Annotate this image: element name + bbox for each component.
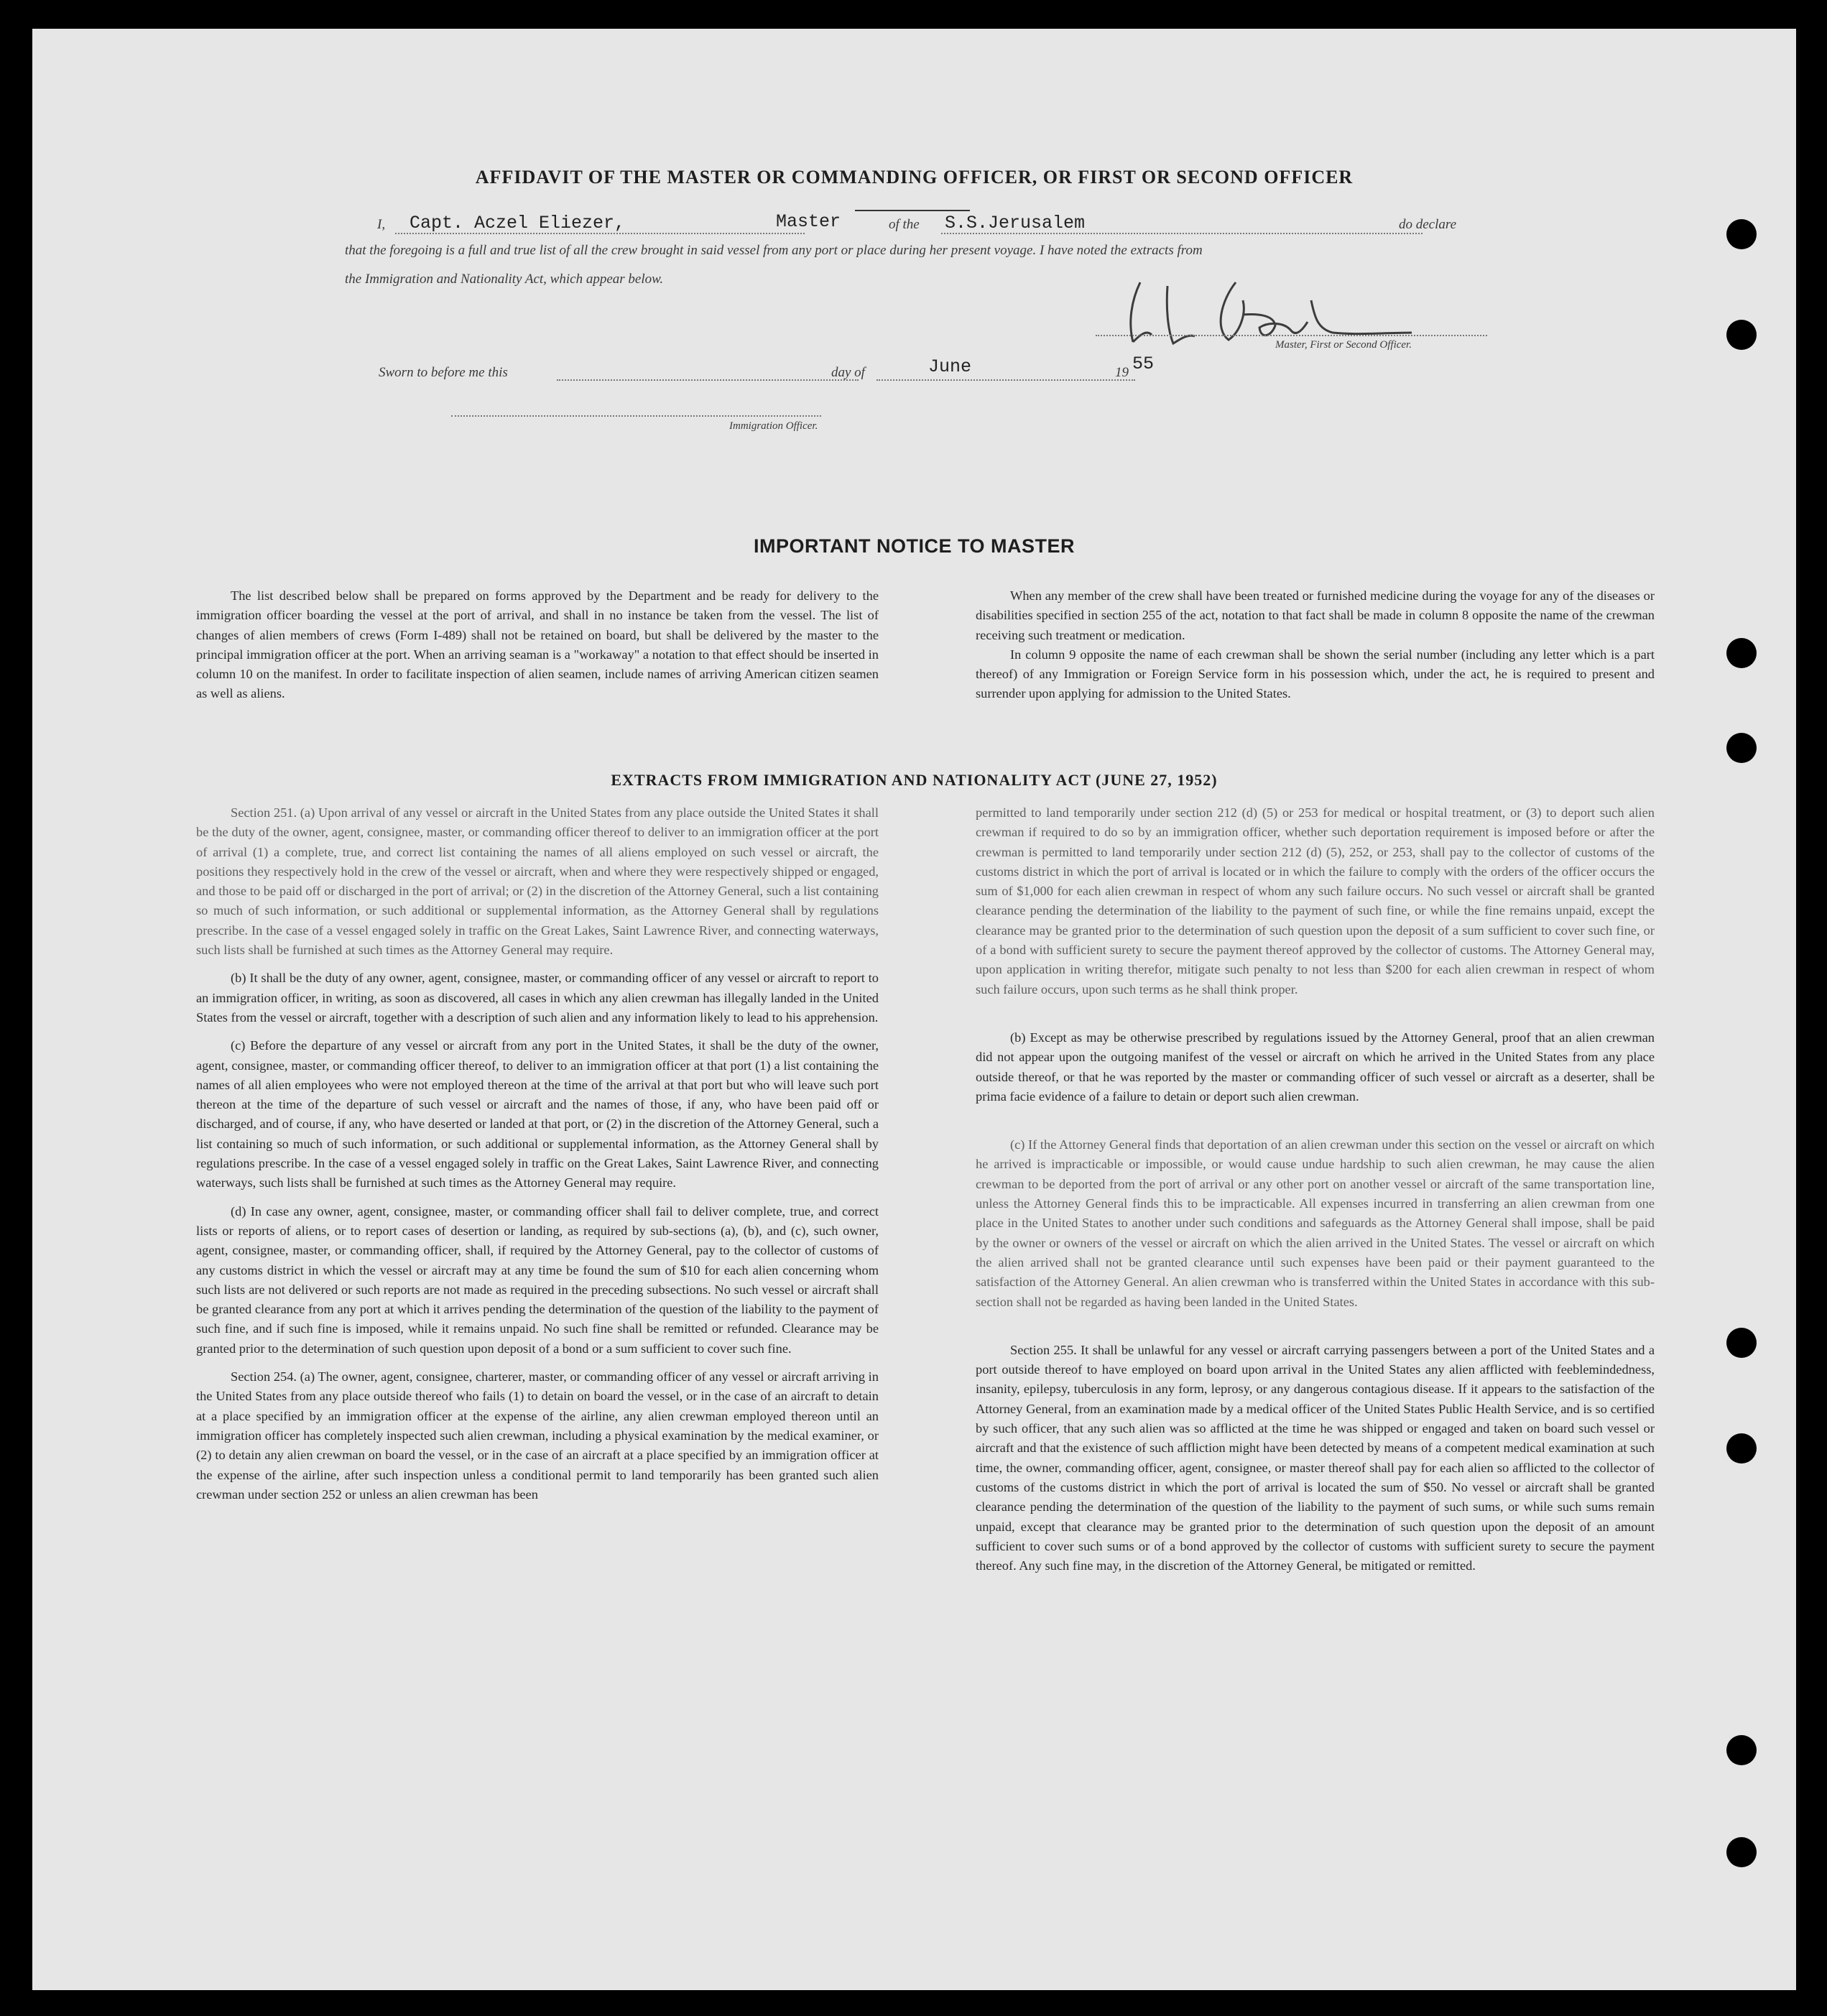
notice-left-text: The list described below shall be prepared on forms approved by the Department and be ready for delivery to the immigration officer boarding the vessel at the port of arrival, and shall in no instance be taken from the vessel. The list of changes of alien members of crews (Form I-489) shall not be retained on board, but shall be delivered by the master to the principal immigration officer at the port. When an arriving seaman is a "workaway" a notation to that effect should be inserted in column 10 on the manifest. In order to facilitate inspection of alien seamen, include names of arriving American citizen seamen as well as aliens. bbox=[196, 588, 879, 701]
month-field: June bbox=[928, 356, 972, 377]
binder-hole bbox=[1726, 320, 1757, 350]
rank-field: Master bbox=[776, 211, 841, 232]
binder-hole bbox=[1726, 1837, 1757, 1867]
binder-hole bbox=[1726, 638, 1757, 668]
binder-hole bbox=[1726, 219, 1757, 249]
of-the-label: of the bbox=[889, 217, 920, 232]
section-254-b: (b) Except as may be otherwise prescribed by regulations issued by the Attorney General, proof that an alien crewman did not appear upon the outgoing manifest of the vessel or aircraft on which he arrived in the United States from any place outside thereof, or that he was reported by the master or commanding officer of such vessel or aircraft as a deserter, shall be prima facie evidence of a failure to detain or deport such alien crewman. bbox=[976, 1030, 1655, 1104]
title-rule bbox=[855, 210, 970, 211]
signature-line bbox=[1096, 335, 1487, 336]
extracts-left-column bbox=[196, 803, 879, 1504]
section-254-a-continued: permitted to land temporarily under section 212 (d) (5) or 253 for medical or hospital treatment, or (3) to deport such alien crewman if required to do so by an immigration officer, whether such deportation requirement is imposed before or after the crewman is permitted to land temporarily under section 212 (d) (5), 252, or 253, shall pay to the collector of customs of the customs district in which the port of arrival is located or in which the failure to comply with the orders of the officer occurs the sum of $1,000 for each alien crewman in respect of whom any such failure occurs. No such vessel or aircraft shall be granted clearance pending the determination of the liability to the payment of such fine, or while the fine remains unpaid, except the clearance may be granted prior to the determination of such question upon the deposit of a sum sufficient to cover such fine, or of a bond with sufficient surety to secure the payment thereof approved by the collector of customs. The Attorney General may, upon application in writing therefor, mitigate such penalty to not less than $200 for each alien crewman in respect of whom such failure occurs, upon such terms as he shall think proper. bbox=[976, 805, 1655, 997]
i-label: I, bbox=[377, 217, 386, 232]
section-254-a: Section 254. (a) The owner, agent, consignee, charterer, master, or commanding officer of any vessel or aircraft arriving in the United States from any place outside thereof who fails (1) to detain on board the vessel, or in the case of an aircraft to detain at a place specified by an immigration officer at the expense of the airline, any alien crewman employed thereon until an immigration officer has completely inspected such alien crewman, including a physical examination by the medical examiner, or (2) to detain any alien crewman on board the vessel, or in the case of an aircraft at a place specified by an immigration officer at the expense of the airline, after such inspection unless a conditional permit to land temporarily has been granted such alien crewman under section 252 or unless an alien crewman has been bbox=[196, 1369, 879, 1502]
binder-hole bbox=[1726, 1735, 1757, 1765]
section-251-c: (c) Before the departure of any vessel or aircraft from any port in the United States, it shall be the duty of the owner, agent, consignee, master, or commanding officer thereof, to deliver to an immigration officer at that port (1) a list containing the names of all alien employees who were not employed thereon at the time of the arrival at that port but who will leave such port thereon at the time of the departure of such vessel or aircraft and the names of those, if any, who have been paid off or discharged, and of course, if any, who have deserted or landed at that port, or (2) in the discretion of the Attorney General, such a list containing so much of such information, or such additional or supplemental information, as the Attorney General shall by regulations prescribe. In the case of a vessel engaged solely in traffic on the Great Lakes, Saint Lawrence River, and connecting waterways, such lists shall be furnished at such times as the Attorney General may require. bbox=[196, 1038, 879, 1190]
do-declare-label: do declare bbox=[1399, 217, 1457, 232]
section-251-b: (b) It shall be the duty of any owner, agent, consignee, master, or commanding officer of any vessel or aircraft to report to an immigration officer, in writing, as soon as discovered, all cases in which any alien crewman has illegally landed in the United States from the vessel or aircraft, together with a description of such alien and any information likely to lead to his apprehension. bbox=[196, 971, 879, 1025]
binder-hole bbox=[1726, 1433, 1757, 1464]
officer-line bbox=[451, 415, 821, 417]
notice-right-column bbox=[976, 586, 1655, 704]
sworn-day-line bbox=[557, 379, 859, 381]
vessel-field: S.S.Jerusalem bbox=[945, 213, 1086, 233]
extracts-right-column bbox=[976, 803, 1655, 1576]
month-line bbox=[877, 379, 1135, 381]
section-251-a: Section 251. (a) Upon arrival of any vessel or aircraft in the United States from any place outside the United States it shall be the duty of the owner, agent, consignee, master, or commanding officer thereof to deliver to an immigration officer at the port of arrival (1) a complete, true, and correct list containing the names of all aliens employed on such vessel or aircraft, the positions they respectively hold in the crew of the vessel or aircraft, when and where they were respectively shipped or engaged, and those to be paid off or discharged in the port of arrival; or (2) in the discretion of the Attorney General, such a list containing so much of such information, or such additional or supplemental information, as the Attorney General shall by regulations prescribe. In the case of a vessel engaged solely in traffic on the Great Lakes, Saint Lawrence River, and connecting waterways, such lists shall be furnished at such times as the Attorney General may require. bbox=[196, 805, 879, 958]
sworn-label: Sworn to before me this bbox=[379, 365, 508, 380]
notice-left-column bbox=[196, 586, 879, 704]
binder-hole bbox=[1726, 733, 1757, 763]
affidavit-title: AFFIDAVIT OF THE MASTER OR COMMANDING OFFICER, OR FIRST OR SECOND OFFICER bbox=[475, 167, 1354, 188]
signature-caption: Master, First or Second Officer. bbox=[1275, 339, 1412, 351]
form-page bbox=[32, 29, 1796, 1990]
year-field: 55 bbox=[1132, 353, 1155, 374]
section-254-c: (c) If the Attorney General finds that deportation of an alien crewman under this section on the vessel or aircraft on which he arrived is impracticable or impossible, or would cause undue hardship to such alien crewman, he may cause the alien crewman to be deported from the port of arrival or any other port on another vessel or aircraft of the same transportation line, unless the Attorney General finds this to be impracticable. All expenses incurred in transferring an alien crewman from one place in the United States to another under such conditions and safeguards as the Attorney General shall impose, shall be paid by the owner or owners of the vessel or aircraft on which the alien arrived in the United States. The vessel or aircraft on which the alien arrived shall not be granted clearance until such expenses have been paid or their payment guaranteed to the satisfaction of the Attorney General. An alien crewman who is transferred within the United States in accordance with this sub-section shall not be regarded as having been landed in the United States. bbox=[976, 1137, 1655, 1309]
day-of-label: day of bbox=[831, 365, 865, 380]
binder-hole bbox=[1726, 1328, 1757, 1358]
extracts-title: EXTRACTS FROM IMMIGRATION AND NATIONALITY ACT (JUNE 27, 1952) bbox=[611, 771, 1218, 789]
officer-caption: Immigration Officer. bbox=[729, 420, 818, 432]
notice-right-text-2: In column 9 opposite the name of each crewman shall be shown the serial number (including any letter which is a part thereof) of any Immigration or Foreign Service form in his possession which, under the act, he is required to present and surrender upon applying for admission to the United States. bbox=[976, 647, 1655, 701]
master-name-field: Capt. Aczel Eliezer, bbox=[410, 213, 626, 233]
section-255: Section 255. It shall be unlawful for any vessel or aircraft carrying passengers between a port of the United States and a port outside thereof to have employed on board upon arrival in the United States any alien afflicted with feeblemindedness, insanity, epilepsy, tuberculosis in any form, leprosy, or any dangerous contagious disease. If it appears to the satisfaction of the Attorney General, from an examination made by a medical officer of the United States Public Health Service, and is so certified by such officer, that any such alien was so afflicted at the time he was shipped or engaged and taken on board such vessel or aircraft and that the existence of such affliction might have been detected by means of a competent medical examination at such time, the owner, commanding officer, agent, consignee, or master thereof shall pay for each alien so afflicted to the collector of customs of the customs district in which the port of arrival is located the sum of $50. No vessel or aircraft shall be granted clearance pending the determination of the question of the liability to the payment of such sums, or while such sums remain unpaid, except that clearance may be granted prior to the determination of such question upon the deposit of an amount sufficient to cover such sums or of a bond approved by the collector of customs with sufficient surety to secure the payment thereof. Any such fine may, in the discretion of the Attorney General, be mitigated or remitted. bbox=[976, 1342, 1655, 1573]
year-prefix: 19 bbox=[1115, 365, 1129, 380]
notice-right-text-1: When any member of the crew shall have been treated or furnished medicine during the voyage for any of the diseases or disabilities specified in section 255 of the act, notation to that fact shall be made in column 8 opposite the name of the crewman receiving such treatment or medication. bbox=[976, 588, 1655, 642]
declaration-line-2: the Immigration and Nationality Act, which appear below. bbox=[345, 272, 664, 287]
section-251-d: (d) In case any owner, agent, consignee, master, or commanding officer shall fail to deliver complete, true, and correct lists or reports of aliens, or to report cases of desertion or landing, as required by sub-sections (a), (b), and (c), such owner, agent, consignee, master, or commanding officer, shall, if required by the Attorney General, pay to the collector of customs of any customs district in which the vessel or aircraft may at any time be found the sum of $10 for each alien concerning whom such lists are not delivered or such reports are not made as required in the preceding subsections. No such vessel or aircraft shall be granted clearance from any port at which it arrives pending the determination of the question of the liability to the payment of such fine, and if such fine is imposed, while it remains unpaid. No such fine shall be remitted or refunded. Clearance may be granted prior to the determination of such question upon deposit of a bond or a sum sufficient to cover such fine. bbox=[196, 1203, 879, 1356]
declaration-line-1: that the foregoing is a full and true list of all the crew brought in said vessel from any port or place during her present voyage. I have noted the extracts from bbox=[345, 243, 1203, 258]
notice-title: IMPORTANT NOTICE TO MASTER bbox=[754, 535, 1075, 557]
